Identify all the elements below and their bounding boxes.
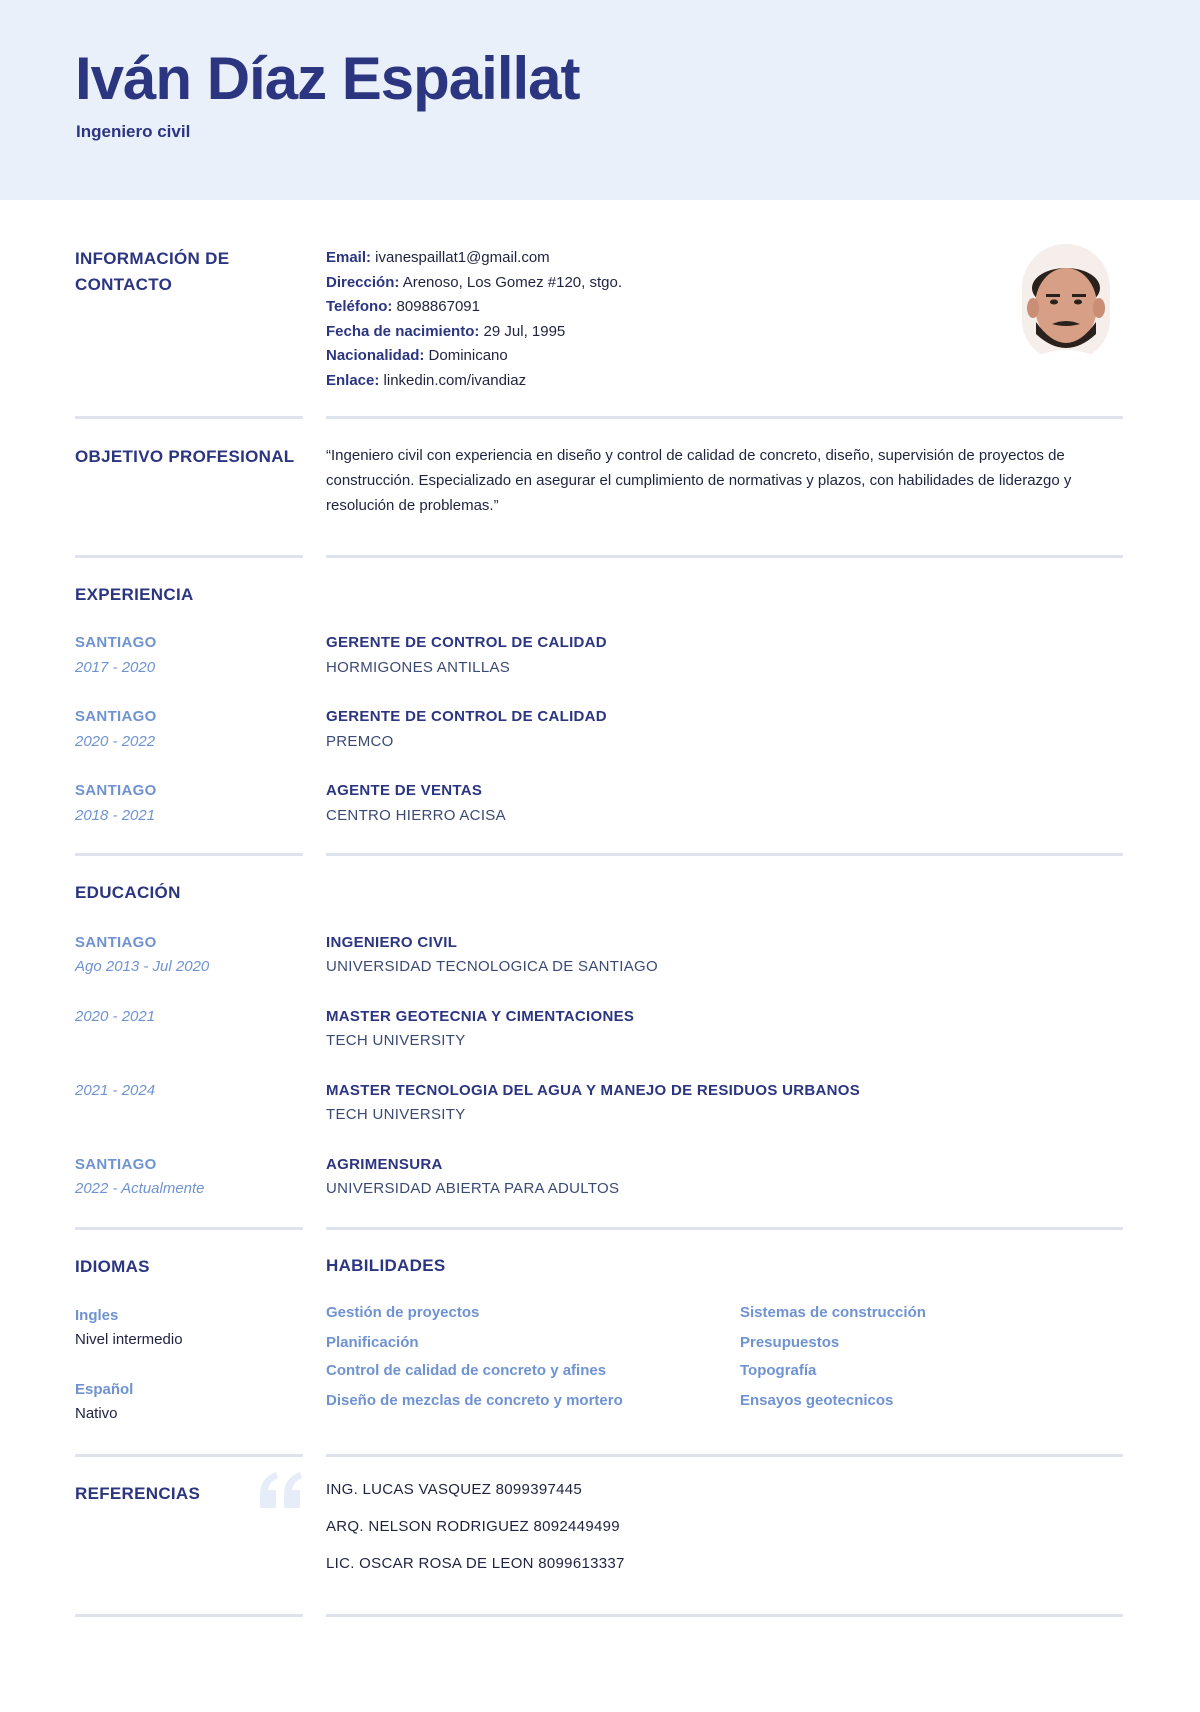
skill-item: Presupuestos xyxy=(740,1334,840,1351)
reference-item: ARQ. NELSON RODRIGUEZ 8092449499 xyxy=(326,1518,620,1535)
references-heading: REFERENCIAS xyxy=(75,1484,201,1503)
profile-photo xyxy=(1022,244,1110,360)
education-dates: Ago 2013 - Jul 2020 xyxy=(75,958,210,975)
education-title: MASTER GEOTECNIA Y CIMENTACIONES xyxy=(326,1008,635,1025)
contact-link[interactable]: Enlace: linkedin.com/ivandiaz xyxy=(326,371,527,389)
experience-location: SANTIAGO xyxy=(75,634,157,651)
divider xyxy=(75,1227,303,1230)
language-name: Español xyxy=(75,1381,134,1398)
candidate-role: Ingeniero civil xyxy=(76,122,191,141)
divider xyxy=(326,1614,1123,1617)
education-dates: 2020 - 2021 xyxy=(75,1008,156,1025)
experience-org: PREMCO xyxy=(326,733,394,750)
objective-text: “Ingeniero civil con experiencia en diseño y control de calidad de concreto, diseño, supervisión de proyectos de construcción. Especializado en asegurar el cumplimiento de normativas y plazos, con habilidades de liderazgo y resolución de problemas.” xyxy=(326,447,1072,514)
contact-details xyxy=(326,246,622,394)
skill-item: Planificación xyxy=(326,1334,419,1351)
contact-birthdate: Fecha de nacimiento: 29 Jul, 1995 xyxy=(326,322,566,340)
experience-location: SANTIAGO xyxy=(75,708,157,725)
contact-heading: INFORMACIÓN DE CONTACTO xyxy=(75,249,230,294)
divider xyxy=(75,555,303,558)
education-heading: EDUCACIÓN xyxy=(75,883,181,902)
language-level: Nativo xyxy=(75,1405,118,1422)
divider xyxy=(326,853,1123,856)
quote-icon xyxy=(258,1470,304,1510)
contact-address: Dirección: Arenoso, Los Gomez #120, stgo. xyxy=(326,273,622,291)
experience-org: CENTRO HIERRO ACISA xyxy=(326,807,506,824)
language-level: Nivel intermedio xyxy=(75,1331,183,1348)
experience-dates: 2020 - 2022 xyxy=(75,733,156,750)
experience-org: HORMIGONES ANTILLAS xyxy=(326,659,511,676)
divider xyxy=(326,555,1123,558)
reference-item: ING. LUCAS VASQUEZ 8099397445 xyxy=(326,1481,583,1498)
education-location: SANTIAGO xyxy=(75,1156,157,1173)
divider xyxy=(326,1454,1123,1457)
divider xyxy=(75,1614,303,1617)
experience-title: AGENTE DE VENTAS xyxy=(326,782,483,799)
divider xyxy=(75,1454,303,1457)
education-dates: 2021 - 2024 xyxy=(75,1082,156,1099)
objective-heading: OBJETIVO PROFESIONAL xyxy=(75,447,295,466)
candidate-name: Iván Díaz Espaillat xyxy=(75,45,580,112)
languages-heading: IDIOMAS xyxy=(75,1257,150,1276)
header-band xyxy=(0,0,1200,200)
divider xyxy=(326,1227,1123,1230)
education-org: TECH UNIVERSITY xyxy=(326,1032,466,1049)
skill-item: Topografía xyxy=(740,1362,817,1379)
education-title: INGENIERO CIVIL xyxy=(326,934,458,951)
education-location: SANTIAGO xyxy=(75,934,157,951)
experience-location: SANTIAGO xyxy=(75,782,157,799)
education-org: UNIVERSIDAD ABIERTA PARA ADULTOS xyxy=(326,1180,620,1197)
education-org: UNIVERSIDAD TECNOLOGICA DE SANTIAGO xyxy=(326,958,658,975)
contact-nationality: Nacionalidad: Dominicano xyxy=(326,347,508,365)
education-dates: 2022 - Actualmente xyxy=(75,1180,205,1197)
divider xyxy=(75,853,303,856)
experience-heading: EXPERIENCIA xyxy=(75,585,194,604)
contact-phone: Teléfono: 8098867091 xyxy=(326,298,480,316)
skill-item: Ensayos geotecnicos xyxy=(740,1392,894,1409)
language-name: Ingles xyxy=(75,1307,119,1324)
divider xyxy=(75,416,303,419)
contact-email[interactable]: Email: ivanespaillat1@gmail.com xyxy=(326,249,550,266)
skill-item: Gestión de proyectos xyxy=(326,1304,480,1321)
experience-title: GERENTE DE CONTROL DE CALIDAD xyxy=(326,708,607,725)
reference-item: LIC. OSCAR ROSA DE LEON 8099613337 xyxy=(326,1555,625,1572)
education-org: TECH UNIVERSITY xyxy=(326,1106,466,1123)
skill-item: Diseño de mezclas de concreto y mortero xyxy=(326,1392,623,1409)
education-title: AGRIMENSURA xyxy=(326,1156,443,1173)
education-title: MASTER TECNOLOGIA DEL AGUA Y MANEJO DE RESIDUOS URBANOS xyxy=(326,1082,861,1099)
experience-title: GERENTE DE CONTROL DE CALIDAD xyxy=(326,634,607,651)
skill-item: Sistemas de construcción xyxy=(740,1304,926,1321)
skills-heading: HABILIDADES xyxy=(326,1256,446,1275)
skill-item: Control de calidad de concreto y afines xyxy=(326,1362,607,1379)
divider xyxy=(326,416,1123,419)
experience-dates: 2017 - 2020 xyxy=(75,659,156,676)
experience-dates: 2018 - 2021 xyxy=(75,807,156,824)
